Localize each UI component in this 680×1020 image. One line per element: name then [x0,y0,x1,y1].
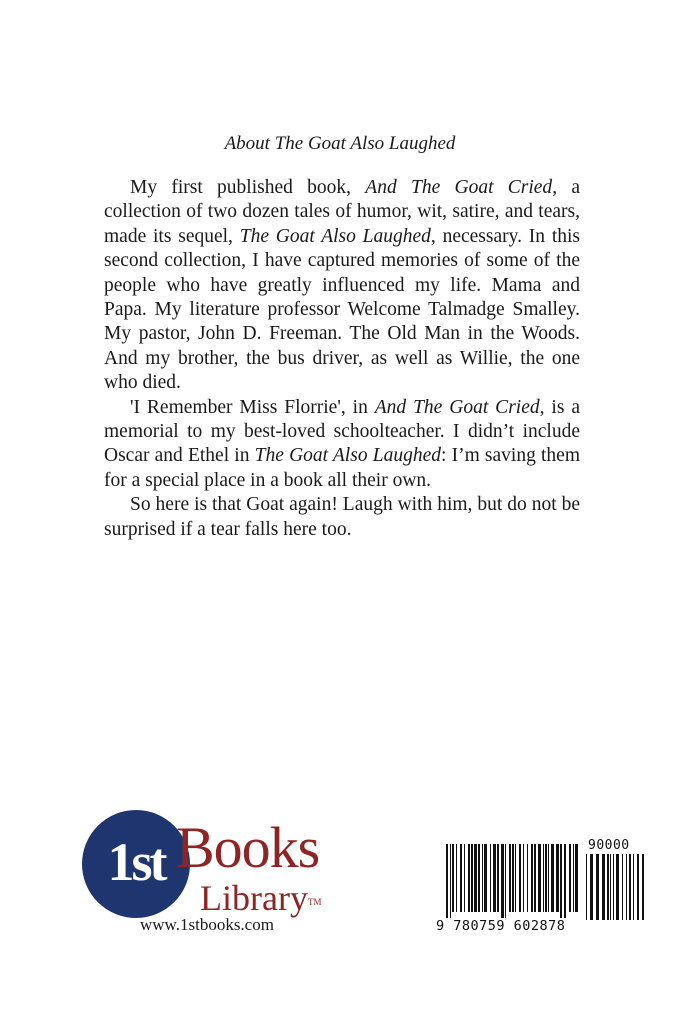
body-text [104,176,580,542]
barcode-bar [450,844,451,918]
text-run: , necessary. In this second collection, I have captured memories of some of the people who have greatly influenced my life. Mama and Papa. My literature professor Welcome Talmadge Smalley. My pastor, John D. Freeman. The Old Man in the Woods. And my brother, the bus driver, as well as Willie, the one who died. [104,225,580,394]
text-run: 'I Remember Miss Florrie', in [130,396,375,418]
logo-library-word: Library [200,878,308,918]
barcode-bar [551,844,554,912]
barcode-bar [484,844,487,912]
text-run: My first published book, [130,177,366,198]
barcode-bar [452,844,454,912]
barcode-bar [616,854,619,920]
logo-books-text: Books [176,815,320,880]
barcode-bar [523,844,524,912]
barcode-bar [482,844,483,912]
barcode-bar [573,844,574,912]
barcode-bar [626,854,627,920]
barcode-bar [556,844,559,912]
barcode-bar [622,854,623,920]
barcode-bar [446,844,448,918]
book-title: The Goat Also Laughed [239,225,431,247]
barcode-bar [474,844,477,912]
barcode-bar [596,854,599,920]
barcode-bar [501,844,504,918]
barcode-bar [633,854,634,920]
barcode-bar [602,854,605,920]
paragraph [104,176,580,396]
barcode-bar [560,844,562,918]
price-code: 90000 [588,838,630,853]
page-title: About The Goat Also Laughed [224,133,456,154]
barcode-bar [478,844,480,912]
barcode-bar [610,854,611,920]
barcode-bar [575,844,578,912]
paragraph [104,396,580,494]
text-run: So here is that Goat again! Laugh with him, but do not be surprised if a tear falls here too. [104,494,580,540]
barcode-bar [569,844,571,912]
barcode-bar [464,844,465,912]
text-run: , is a memorial to my best-loved schoolteacher. I didn’t include Oscar and Ethel in [104,396,580,467]
trademark-mark: TM [307,897,322,907]
barcode-bar [512,844,514,912]
book-title: And The Goat Cried [365,177,553,198]
barcode-bar [590,854,593,920]
barcode-bar [515,844,516,912]
barcode-bar [531,844,533,912]
barcode-bar [471,844,473,912]
logo-library-text [200,880,321,916]
barcode-bar [468,844,470,912]
barcode-bar [493,844,496,912]
text-run: : I’m saving them for a special place in a book all their own. [104,445,580,491]
barcode-bar [543,844,544,912]
book-title: The Goat Also Laughed [254,445,441,467]
barcode-bar [527,844,528,912]
barcode-bar [545,844,547,912]
barcode-bar [642,854,644,920]
barcode-bar [490,844,491,912]
barcode-bar [505,844,506,918]
book-title: And The Goat Cried [374,396,540,418]
barcode-bar [607,854,609,920]
barcode-bar [519,844,521,912]
barcode-bar [637,854,639,920]
barcode-bar [613,854,614,920]
logo-number: 1st [107,832,165,892]
barcode-bar [534,844,536,912]
barcode-bar [564,844,566,918]
barcode-bar [460,844,462,912]
barcode-bar [497,844,499,912]
publisher-logo [80,795,370,945]
isbn-number: 9 780759 602878 [436,918,566,934]
barcode-bar [586,854,587,920]
text-run: , a collection of two dozen tales of humor, wit, satire, and tears, made its sequel, [104,177,580,247]
publisher-url: www.1stbooks.com [140,915,274,934]
barcode [432,838,652,938]
barcode-bar [629,854,631,920]
barcode-bar [548,844,549,912]
barcode-bar [456,844,457,912]
barcode-bar [509,844,511,912]
paragraph [104,493,580,542]
barcode-bar [538,844,541,912]
